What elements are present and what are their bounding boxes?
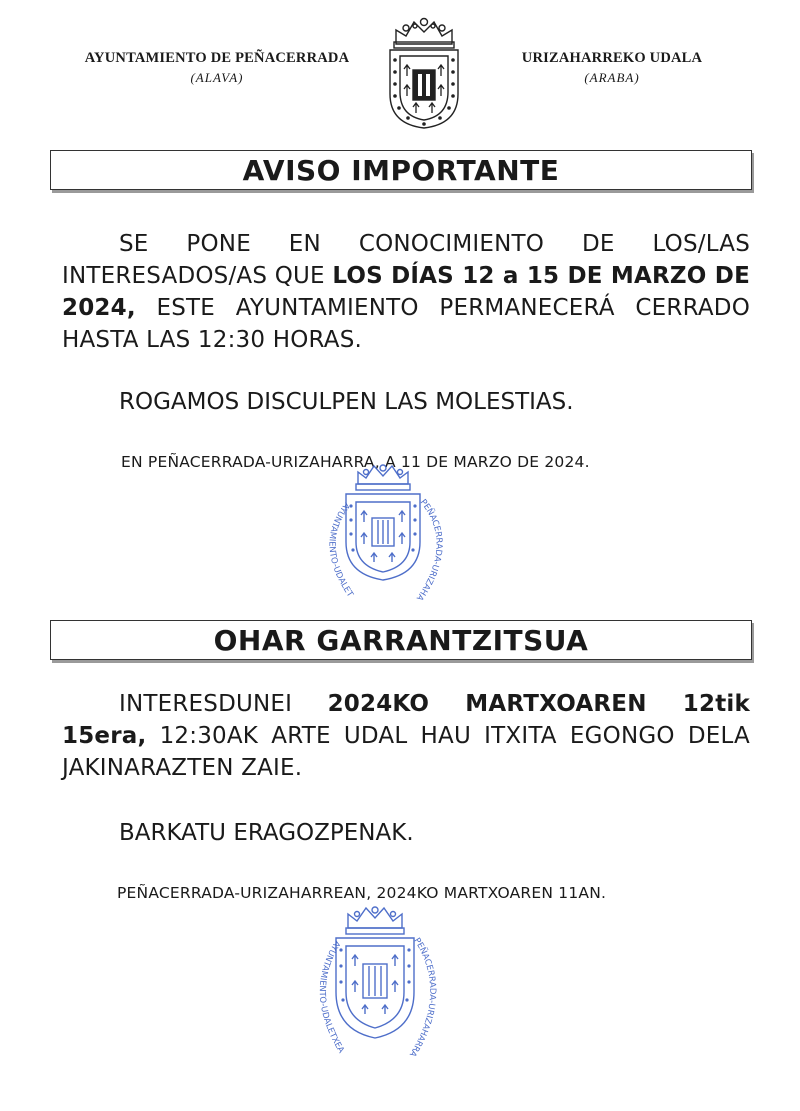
notice-title-eu-box	[50, 620, 752, 660]
seal-ring-text-right: PEÑACERRADA-URIZAHA	[413, 497, 444, 603]
notice-body-es	[62, 228, 750, 356]
header-left	[62, 50, 372, 86]
svg-text:AYUNTAMIENTO-UDALETXEA	[308, 462, 355, 600]
apology-es: ROGAMOS DISCULPEN LAS MOLESTIAS.	[119, 389, 574, 415]
notice-title-eu: OHAR GARRANTZITSUA	[213, 623, 589, 657]
notice-body-eu	[62, 688, 750, 784]
province-name-es: (ALAVA)	[190, 70, 244, 85]
coat-of-arms-logo	[382, 14, 466, 132]
svg-text:PEÑACERRADA-URIZAHARRA	[407, 936, 437, 1058]
seal-2-ring-text-right: PEÑACERRADA-URIZAHARRA	[406, 936, 438, 1059]
seal-ring-text-left: AYUNTAMIENTO-UDALET	[326, 500, 355, 600]
place-date-es: EN PEÑACERRADA-URIZAHARRA, A 11 DE MARZO DE 2024.	[121, 453, 590, 471]
municipality-name-eu: URIZAHARREKO UDALA	[521, 50, 703, 66]
official-seal-stamp-2	[300, 904, 450, 1074]
province-name-eu: (ARABA)	[584, 70, 640, 85]
svg-text:AYUNTAMIENTO-UDALETXEA	[317, 938, 346, 1055]
notice-body-eu-start: INTERESDUNEI	[119, 691, 328, 717]
notice-body-eu-dates: 2024KO MARTXOAREN 12tik 15era,	[62, 691, 750, 749]
notice-title-es: AVISO IMPORTANTE	[242, 153, 560, 187]
header-right	[497, 50, 727, 86]
notice-body-eu-end: 12:30AK ARTE UDAL HAU ITXITA EGONGO DELA JAKINARAZTEN ZAIE.	[62, 723, 750, 781]
municipality-name-es: AYUNTAMIENTO DE PEÑACERRADA	[84, 50, 350, 66]
notice-body-es-start: SE PONE EN CONOCIMIENTO DE LOS/LAS INTERESADOS/AS QUE	[62, 231, 750, 289]
official-seal-stamp	[308, 462, 458, 612]
seal-2-ring-text-left: AYUNTAMIENTO-UDALETXEA	[316, 938, 346, 1056]
notice-title-es-box	[50, 150, 752, 190]
notice-body-es-dates: LOS DÍAS 12 a 15 DE MARZO DE 2024,	[62, 263, 751, 321]
notice-body-es-end: ESTE AYUNTAMIENTO PERMANECERÁ CERRADO HASTA LAS 12:30 HORAS.	[62, 295, 750, 353]
apology-eu: BARKATU ERAGOZPENAK.	[119, 820, 414, 846]
place-date-eu: PEÑACERRADA-URIZAHARREAN, 2024KO MARTXOAREN 11AN.	[117, 884, 607, 902]
